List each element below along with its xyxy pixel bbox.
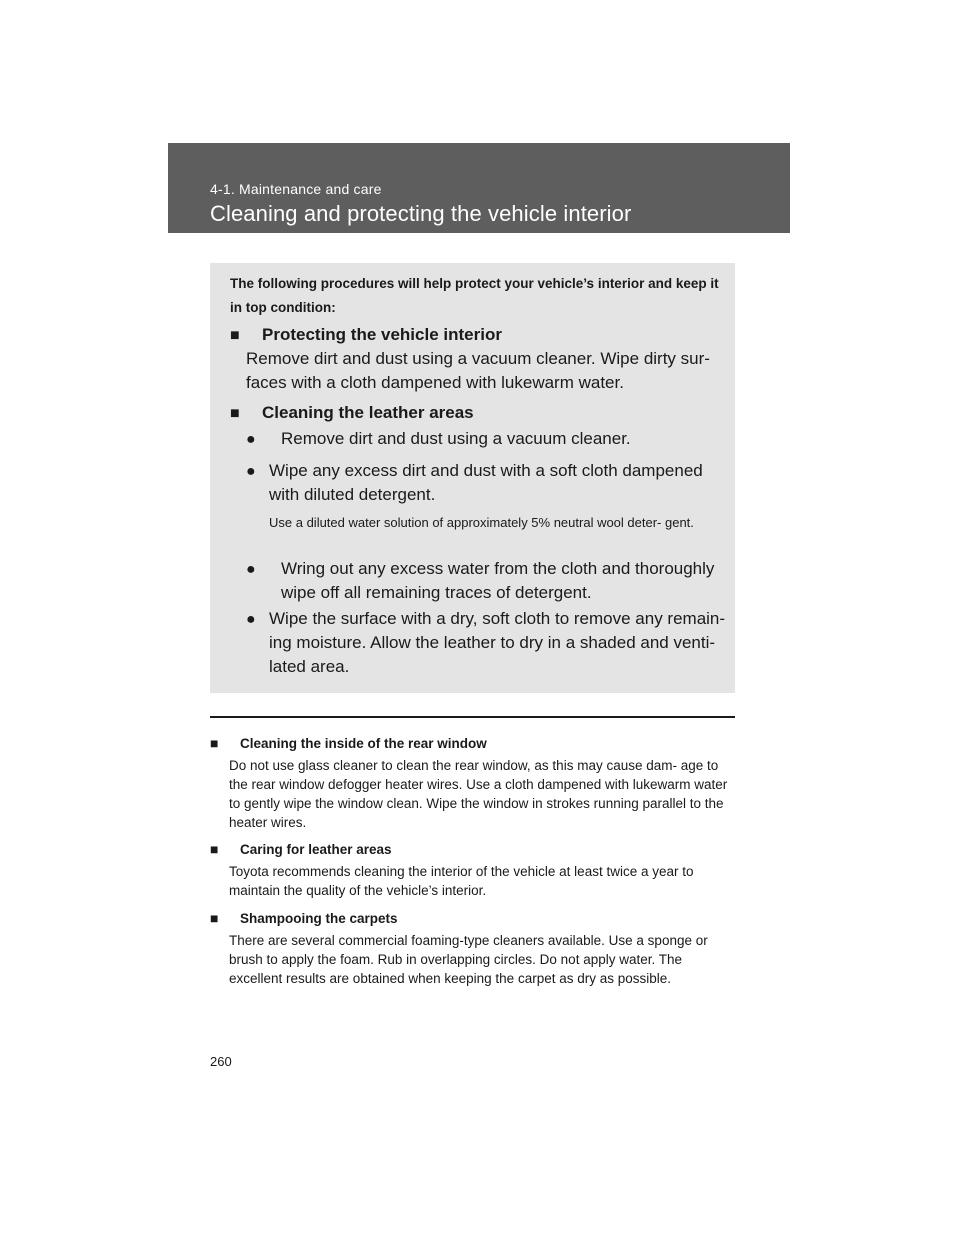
note-heading <box>210 735 487 751</box>
square-bullet-icon: ■ <box>210 735 219 751</box>
heading-leather-label: Cleaning the leather areas <box>262 403 474 422</box>
square-bullet-icon: ■ <box>210 910 219 926</box>
heading-protecting <box>230 325 502 345</box>
circle-bullet-icon: ● <box>246 431 256 448</box>
heading-leather <box>230 403 474 423</box>
circle-bullet-icon: ● <box>246 561 256 578</box>
leather-step <box>246 557 726 602</box>
leather-step <box>246 427 726 452</box>
square-bullet-icon: ■ <box>210 841 219 857</box>
square-bullet-icon: ■ <box>230 327 240 344</box>
note-text: Toyota recommends cleaning the interior of the vehicle at least twice a year to maintain the quality of the vehicle’s interior. <box>229 864 694 898</box>
leather-step <box>246 607 726 676</box>
leather-step-text: Remove dirt and dust using a vacuum cleaner. <box>281 429 631 448</box>
note-heading <box>210 841 392 857</box>
circle-bullet-icon: ● <box>246 463 256 480</box>
heading-protecting-label: Protecting the vehicle interior <box>262 325 502 344</box>
leather-step-text: Wipe any excess dirt and dust with a soft cloth dampened with diluted detergent. <box>269 461 703 504</box>
protecting-text: Remove dirt and dust using a vacuum cleaner. Wipe dirty sur- faces with a cloth dampened with lukewarm water. <box>246 349 710 392</box>
square-bullet-icon: ■ <box>230 405 240 422</box>
note-heading-label: Caring for leather areas <box>240 842 392 857</box>
note-heading <box>210 910 398 926</box>
intro-text: The following procedures will help protect your vehicle’s interior and keep it in top condition: <box>230 276 719 315</box>
note-heading-label: Cleaning the inside of the rear window <box>240 736 487 751</box>
leather-step-text: Wring out any excess water from the cloth and thoroughly wipe off all remaining traces of detergent. <box>281 559 715 602</box>
detergent-note: Use a diluted water solution of approximately 5% neutral wool deter- gent. <box>269 515 694 530</box>
section-label: 4-1. Maintenance and care <box>210 181 382 197</box>
section-divider <box>210 716 735 718</box>
leather-step-text: Wipe the surface with a dry, soft cloth to remove any remain- ing moisture. Allow the leather to dry in a shaded and venti- lated area. <box>269 609 726 676</box>
note-text: Do not use glass cleaner to clean the rear window, as this may cause dam- age to the rear window defogger heater wires. Use a cloth dampened with lukewarm water to gently wipe the window clean. Wipe the window in strokes running parallel to the heater wires. <box>229 758 728 830</box>
leather-step <box>246 459 726 504</box>
note-text: There are several commercial foaming-type cleaners available. Use a sponge or brush to apply the foam. Rub in overlapping circles. Do not apply water. The excellent results are obtained when keeping the carpet as dry as possible. <box>229 933 708 986</box>
chapter-header <box>168 143 790 233</box>
note-heading-label: Shampooing the carpets <box>240 911 398 926</box>
procedures-box <box>210 263 735 693</box>
circle-bullet-icon: ● <box>246 611 256 628</box>
page-number: 260 <box>210 1054 232 1069</box>
page-title: Cleaning and protecting the vehicle interior <box>210 201 632 226</box>
